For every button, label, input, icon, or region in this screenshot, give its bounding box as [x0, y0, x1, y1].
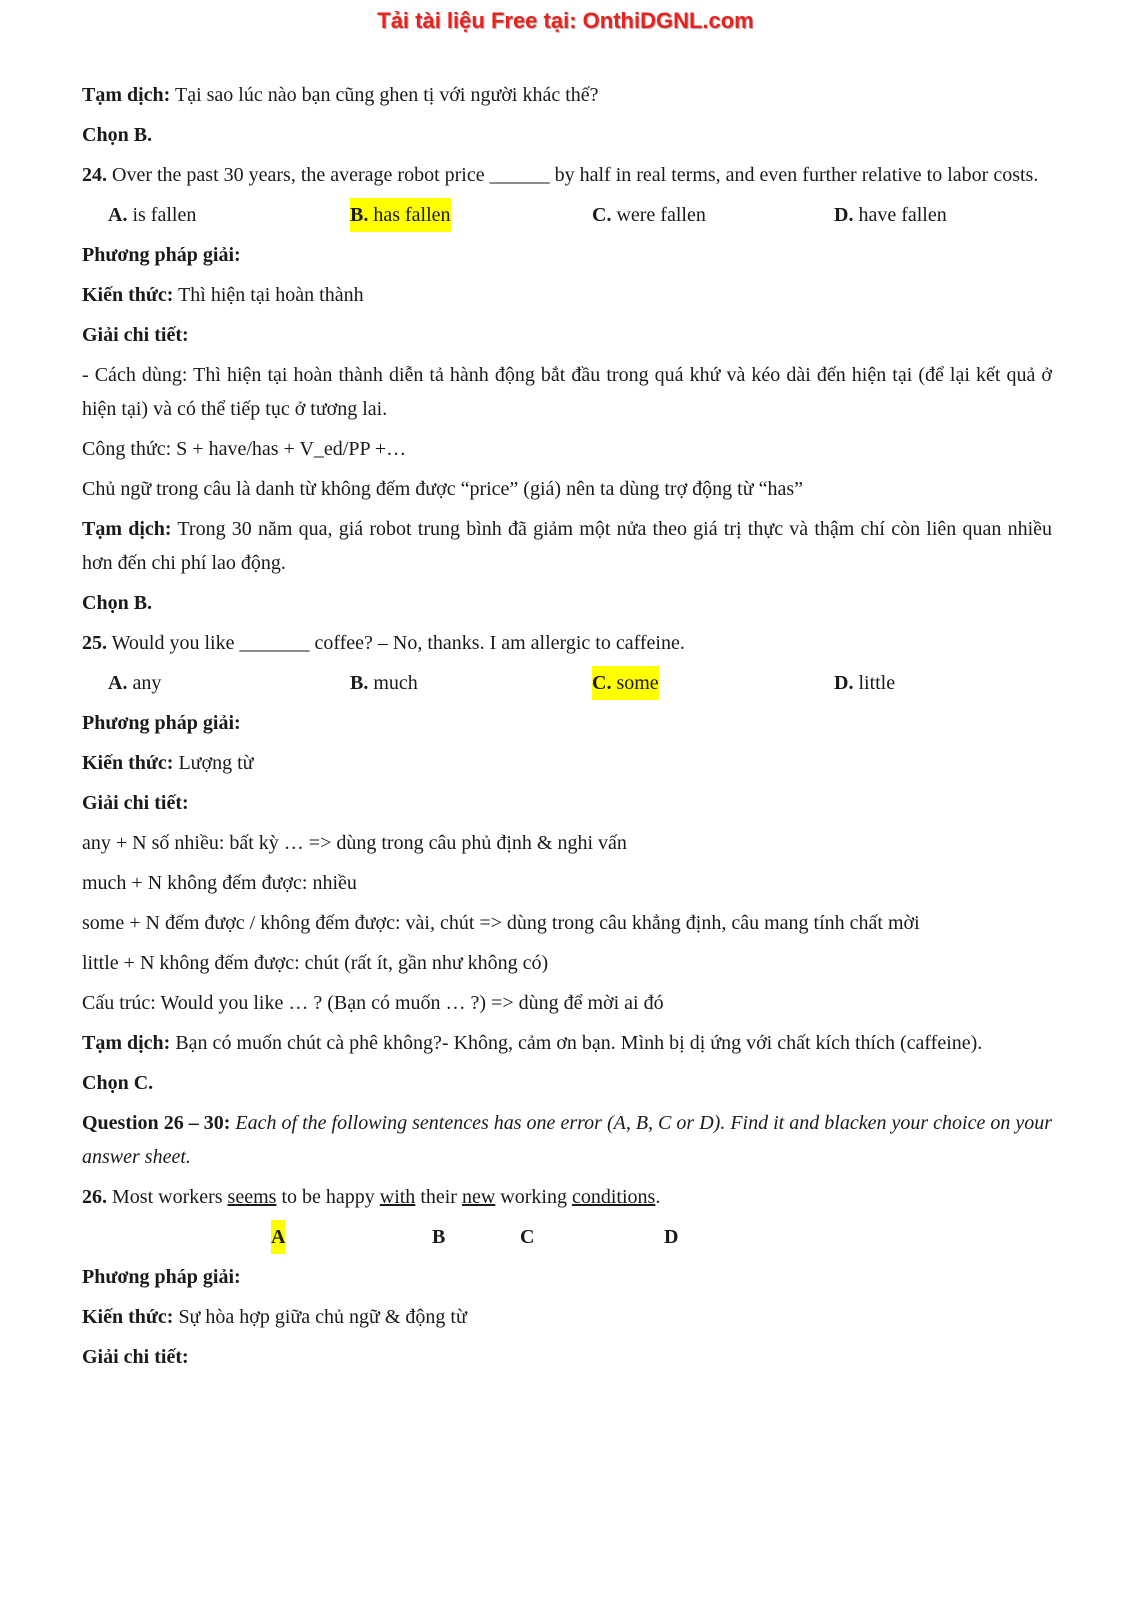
document-page [82, 78, 1052, 1380]
explanation-line: any + N số nhiều: bất kỳ … => dùng trong câu phủ định & nghi vấn [82, 832, 627, 854]
explanation-line: - Cách dùng: Thì hiện tại hoàn thành diễn tả hành động bắt đầu trong quá khứ và kéo dài đến hiện tại (để lại kết quả ở hiện tại) và có thể tiếp tục ở tương lai. [82, 364, 1052, 420]
detail-heading: Giải chi tiết: [82, 792, 189, 814]
answer-line: Chọn B. [82, 592, 153, 614]
option-d: D. little [834, 672, 896, 694]
explanation-line: much + N không đếm được: nhiều [82, 872, 357, 894]
explanation-line: some + N đếm được / không đếm được: vài, chút => dùng trong câu khẳng định, câu mang tính chất mời [82, 912, 920, 934]
question-25: 25. Would you like _______ coffee? – No, thanks. I am allergic to caffeine. [82, 632, 685, 654]
site-banner: Tải tài liệu Free tại: OnthiDGNL.com [377, 8, 754, 33]
letter-b: B [432, 1226, 446, 1248]
question-26-letters [82, 1220, 1052, 1254]
section-instructions: Question 26 – 30: Each of the following sentences has one error (A, B, C or D). Find it and blacken your choice on your answer sheet. [82, 1112, 1053, 1168]
option-a: A. is fallen [108, 204, 197, 226]
explanation-line: Cấu trúc: Would you like … ? (Bạn có muốn … ?) => dùng để mời ai đó [82, 992, 664, 1014]
explanation-line: little + N không đếm được: chút (rất ít, gần như không có) [82, 952, 549, 974]
method-heading: Phương pháp giải: [82, 712, 241, 734]
letter-c: C [520, 1226, 535, 1248]
method-heading: Phương pháp giải: [82, 244, 241, 266]
letter-d: D [664, 1226, 679, 1248]
underlined-c: new [461, 1186, 496, 1208]
option-b-correct: B. has fallen [350, 198, 451, 232]
option-d: D. have fallen [834, 204, 947, 226]
explanation-line: Công thức: S + have/has + V_ed/PP +… [82, 438, 407, 460]
underlined-b: with [379, 1186, 416, 1208]
translation-line: Tạm dịch: Tại sao lúc nào bạn cũng ghen tị với người khác thế? [82, 84, 599, 106]
knowledge-line: Kiến thức: Lượng từ [82, 752, 254, 774]
detail-heading: Giải chi tiết: [82, 1346, 189, 1368]
question-25-options [82, 666, 1052, 700]
option-c-correct: C. some [592, 666, 659, 700]
explanation-line: Chủ ngữ trong câu là danh từ không đếm được “price” (giá) nên ta dùng trợ động từ “has” [82, 478, 803, 500]
letter-a-correct: A [271, 1220, 285, 1254]
question-26: 26. Most workers seems to be happy with their new working conditions. [82, 1186, 661, 1208]
question-24: 24. Over the past 30 years, the average robot price ______ by half in real terms, and even further relative to labor costs. [82, 164, 1039, 186]
underlined-d: conditions [571, 1186, 656, 1208]
option-b: B. much [350, 672, 418, 694]
underlined-a: seems [227, 1186, 277, 1208]
method-heading: Phương pháp giải: [82, 1266, 241, 1288]
translation-line: Tạm dịch: Bạn có muốn chút cà phê không?- Không, cảm ơn bạn. Mình bị dị ứng với chất kích thích (caffeine). [82, 1032, 983, 1054]
question-24-options [82, 198, 1052, 232]
detail-heading: Giải chi tiết: [82, 324, 189, 346]
option-c: C. were fallen [592, 204, 706, 226]
answer-line: Chọn B. [82, 124, 153, 146]
knowledge-line: Kiến thức: Thì hiện tại hoàn thành [82, 284, 364, 306]
translation-line: Tạm dịch: Trong 30 năm qua, giá robot trung bình đã giảm một nửa theo giá trị thực và thậm chí còn liên quan nhiều hơn đến chi phí lao động. [82, 518, 1053, 574]
option-a: A. any [108, 672, 162, 694]
answer-line: Chọn C. [82, 1072, 154, 1094]
knowledge-line: Kiến thức: Sự hòa hợp giữa chủ ngữ & động từ [82, 1306, 467, 1328]
